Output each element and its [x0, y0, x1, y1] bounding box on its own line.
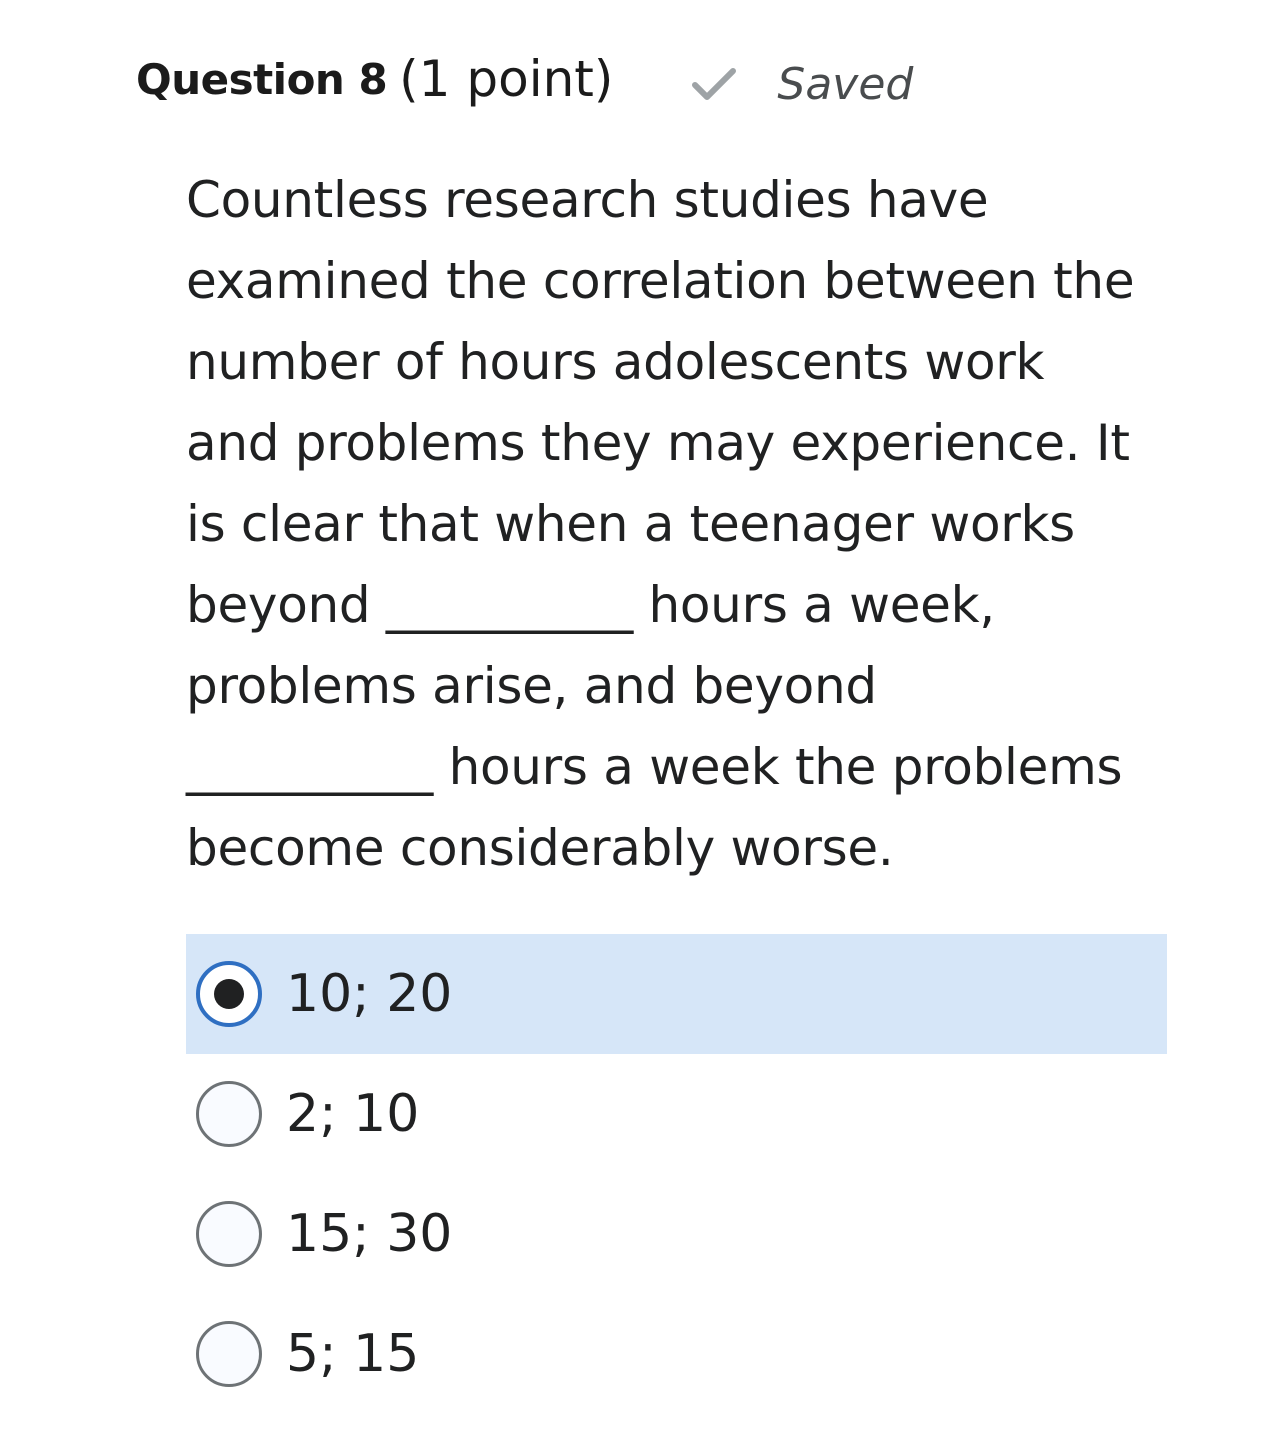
saved-status: [691, 59, 913, 110]
answer-option-label[interactable]: 15; 30: [286, 1204, 453, 1264]
saved-text: Saved: [777, 58, 914, 110]
question-text-line: and problems they may experience. It: [186, 414, 1130, 472]
radio-button[interactable]: [196, 1321, 262, 1387]
answer-option-label[interactable]: 5; 15: [286, 1324, 420, 1384]
question-text-line: problems arise, and beyond: [186, 657, 877, 715]
answer-option-3[interactable]: [186, 1174, 1167, 1294]
question-text-line: Countless research studies have: [186, 171, 989, 229]
answer-option-label[interactable]: 2; 10: [286, 1084, 420, 1144]
question-points: (1 point): [399, 50, 614, 108]
radio-button[interactable]: [196, 1201, 262, 1267]
answer-option-2[interactable]: [186, 1054, 1167, 1174]
answer-option-1[interactable]: [186, 934, 1167, 1054]
radio-button[interactable]: [196, 1081, 262, 1147]
radio-button[interactable]: [196, 961, 262, 1027]
question-text-line: __________ hours a week the problems: [186, 738, 1123, 796]
answer-option-label[interactable]: 10; 20: [286, 964, 453, 1024]
question-text-line: is clear that when a teenager works: [186, 495, 1075, 553]
question-text-line: beyond __________ hours a week,: [186, 576, 995, 634]
answer-option-4[interactable]: [186, 1294, 1167, 1414]
question-title: Question 8: [136, 54, 388, 104]
question-text-line: become considerably worse.: [186, 819, 894, 877]
radio-selected-dot: [214, 979, 244, 1009]
question-text: [186, 160, 1186, 889]
question-header: [136, 44, 913, 114]
question-text-line: number of hours adolescents work: [186, 333, 1045, 391]
check-icon: [691, 66, 737, 102]
question-text-line: examined the correlation between the: [186, 252, 1135, 310]
answer-options: [186, 934, 1167, 1414]
